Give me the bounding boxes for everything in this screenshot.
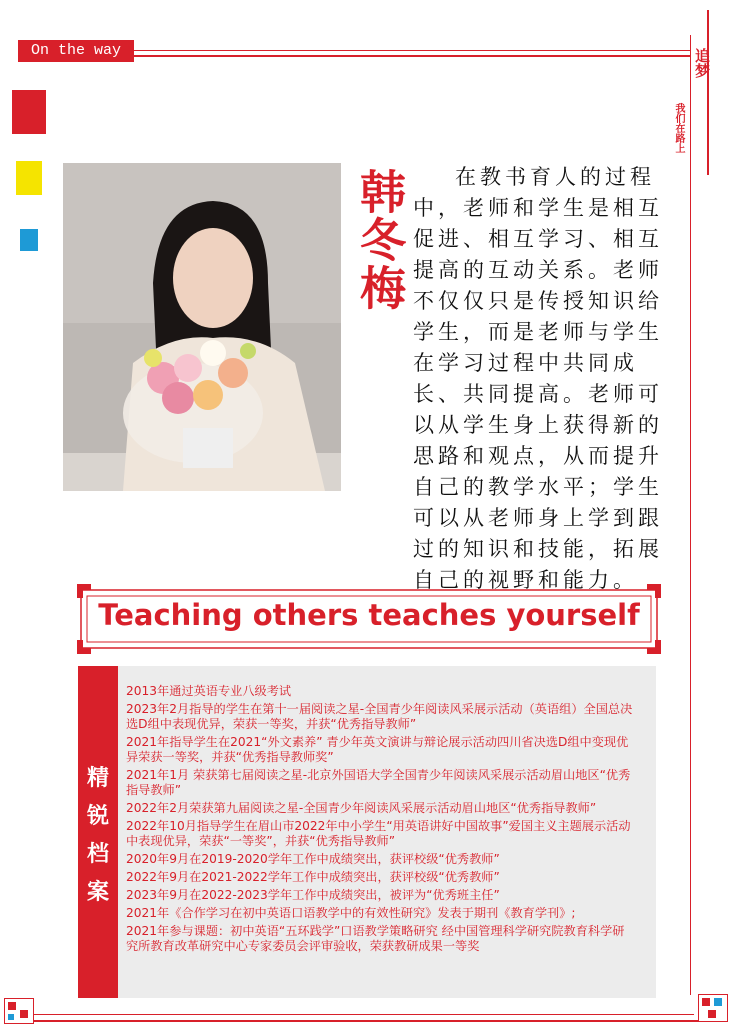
side-title: 追梦	[693, 48, 711, 78]
red-block	[12, 90, 46, 134]
list-item: 2022年9月在2021-2022学年工作中成绩突出，获评校级“优秀教师”	[126, 870, 500, 884]
list-item: 2021年1月 荣获第七届阅读之星-北京外国语大学全国青少年阅读风采展示活动眉山地区“优秀指导教师”	[126, 768, 631, 797]
list-item: 2021年参与课题：初中英语“五环践学”口语教学策略研究 经中国管理科学研究院教育科学研究所教育改革研究中心专家委员会评审验收，荣获教研成果一等奖	[126, 924, 625, 953]
archive-title: 精锐档案	[86, 766, 109, 905]
right-frame-line	[690, 35, 691, 995]
profile-paragraph: 在教书育人的过程中，老师和学生是相互促进、相互学习、相互提高的互动关系。老师不仅仅只是传授知识给学生，而是老师与学生在学习过程中共同成长、共同提高。老师可以从学生身上获得新的思路和观点，从而提升自己的教学水平；学生可以从老师身上学到跟过的知识和技能，拓展自己的视野和能力。	[413, 165, 663, 592]
list-item: 2021年指导学生在2021“外文素养” 青少年英文演讲与辩论展示活动四川省决选D组中变现优异荣获一等奖，并获“优秀指导教师奖”	[126, 735, 629, 764]
list-item: 2022年10月指导学生在眉山市2022年中小学生“用英语讲好中国故事”爱国主义主题展示活动中表现优异，荣获“一等奖”，并获“优秀指导教师”	[126, 819, 631, 848]
slogan-text: Teaching others teaches yourself	[98, 598, 640, 632]
teacher-photo-illustration	[63, 163, 341, 491]
teacher-name: 韩冬梅	[353, 168, 407, 312]
list-item: 2013年通过英语专业八级考试	[126, 684, 292, 698]
archive-list	[126, 684, 636, 957]
teacher-photo	[63, 163, 341, 491]
list-item: 2023年2月指导的学生在第十一届阅读之星-全国青少年阅读风采展示活动（英语组）全国总决选D组中表现优异，荣获一等奖，并获“优秀指导教师”	[126, 702, 633, 731]
corner-ornament-left	[4, 998, 34, 1024]
on-the-way-tag: On the way	[18, 40, 134, 62]
yellow-block	[16, 161, 42, 195]
list-item: 2020年9月在2019-2020学年工作中成绩突出，获评校级“优秀教师”	[126, 852, 500, 866]
bottom-rule-outer	[20, 1020, 710, 1022]
list-item: 2023年9月在2022-2023学年工作中成绩突出，被评为“优秀班主任”	[126, 888, 500, 902]
bottom-rule	[34, 1014, 694, 1015]
corner-ornament-right	[698, 994, 728, 1022]
side-subtitle: 我们在路上	[673, 103, 684, 153]
list-item: 2022年2月荣获第九届阅读之星-全国青少年阅读风采展示活动眉山地区“优秀指导教师”	[126, 801, 597, 815]
blue-block	[20, 229, 38, 251]
top-rule-thin	[134, 50, 690, 51]
list-item: 2021年《合作学习在初中英语口语教学中的有效性研究》发表于期刊《教育学刊》;	[126, 906, 576, 920]
